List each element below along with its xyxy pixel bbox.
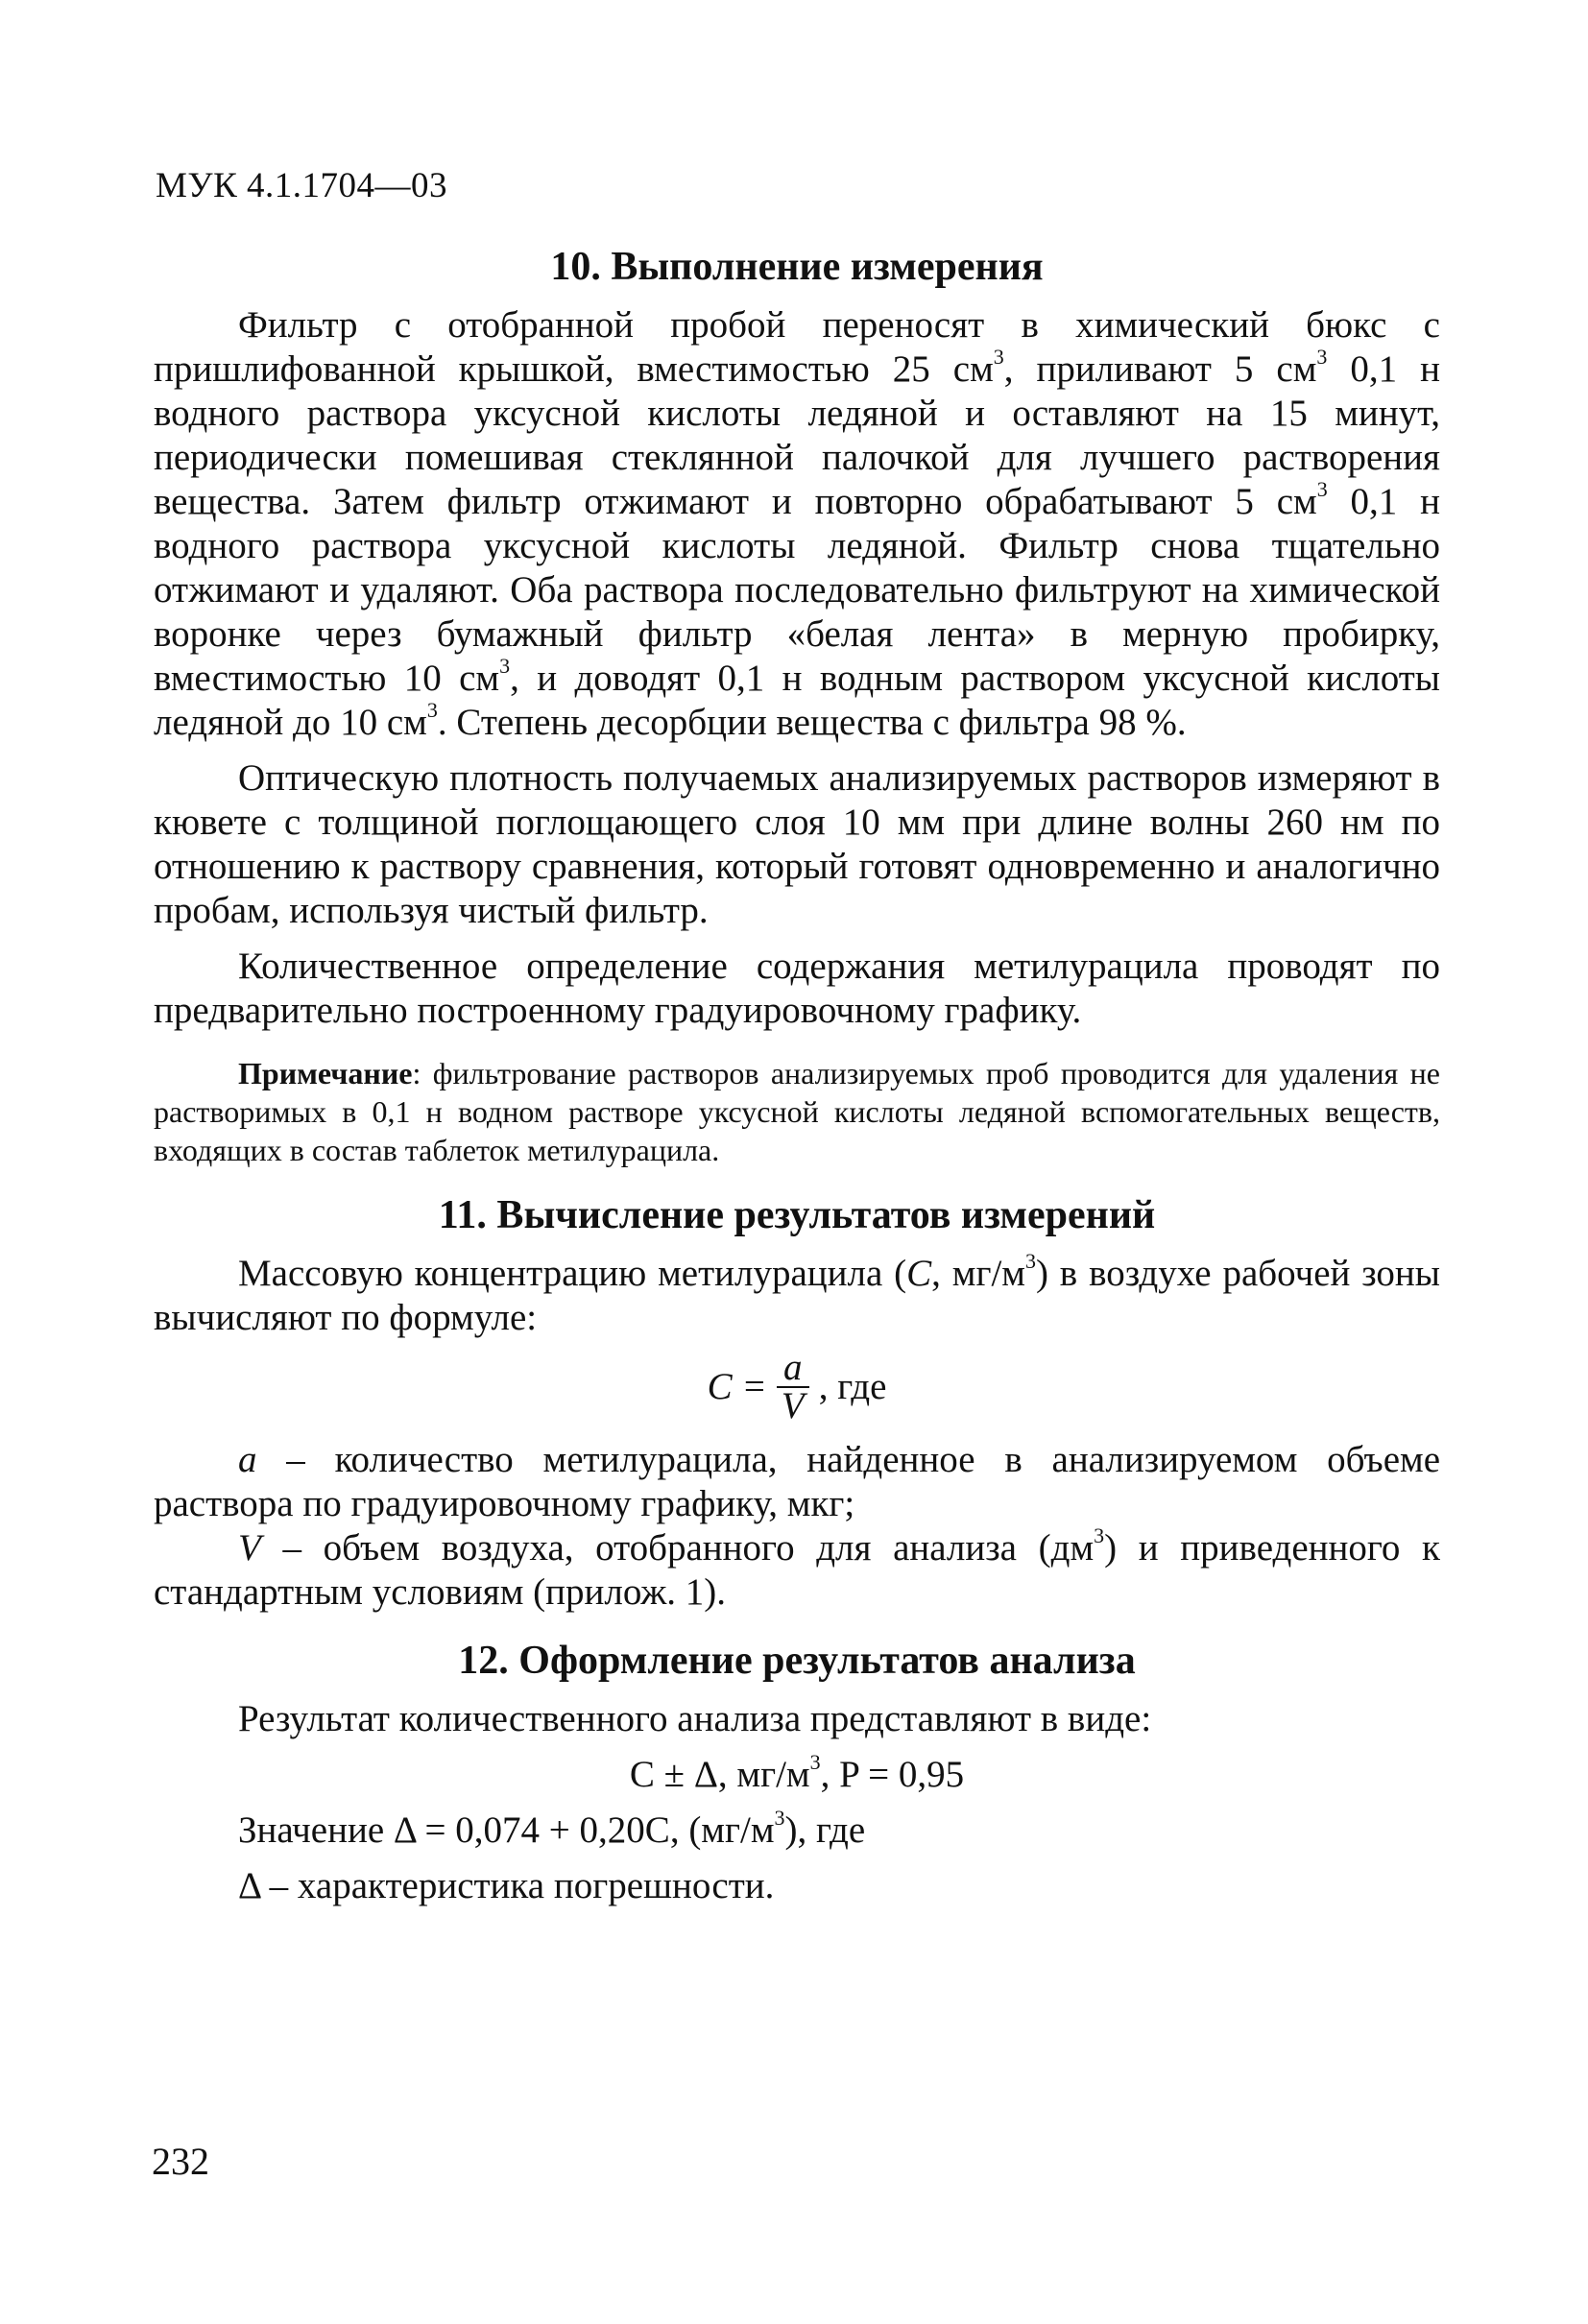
section-10-paragraph-1: Фильтр с отобранной пробой переносят в химический бюкс с пришлифованной крышкой, вместимостью 25 $см^3$, приливают 5 $см^3$ 0,1 н водного раствора уксусной кислоты ледяной и оставляют на 15 минут, периодически помешивая стеклянной палочкой для лучшего растворения вещества. Затем фильтр отжимают и повторно обрабатывают 5 $см^3$ 0,1 н водного раствора уксусной кислоты ледяной. Фильтр снова тщательно отжимают и удаляют. Оба раствора последовательно фильтруют на химической воронке через бумажный фильтр «белая лента» в мерную пробирку, вместимостью 10 $см^3$, и доводят 0,1 н водным раствором уксусной кислоты ледяной до 10 $см^3$. Степень десорбции вещества с фильтра 98 %. bbox=[154, 304, 1441, 743]
page-content bbox=[154, 242, 1440, 1908]
section-11-title: 11. Вычисление результатов измерений bbox=[438, 1193, 1156, 1237]
definition-a: a – количество метилурацила, найденное в анализируемом объеме раствора по градуировочному графику, мкг; bbox=[154, 1439, 1440, 1524]
section-12-title: 12. Оформление результатов анализа bbox=[458, 1639, 1136, 1683]
section-10-paragraph-3: Количественное определение содержания метилурацила проводят по предварительно построенному градуировочному графику. bbox=[154, 946, 1440, 1031]
note-label: Примечание bbox=[238, 1056, 413, 1090]
section-10-paragraph-2: Оптическую плотность получаемых анализируемых растворов измеряют в кювете с толщиной поглощающего слоя 10 мм при длине волны 260 нм по отношению к раствору сравнения, который готовят одновременно и аналогично пробам, используя чистый фильтр. bbox=[154, 757, 1440, 931]
delta-value: Значение Δ = 0,074 + 0,20C, $(мг/м^3)$, где bbox=[238, 1806, 866, 1851]
note bbox=[154, 1054, 1440, 1169]
document-code: МУК 4.1.1704—03 bbox=[156, 166, 448, 205]
concentration-formula: C = $\frac{a}{V}$ , где bbox=[707, 1347, 887, 1426]
note-text: : фильтрование растворов анализируемых проб проводится для удаления не растворимых в 0,1 н водном растворе уксусной кислоты ледяной вспомогательных веществ, входящих в состав таблеток метилурацила. bbox=[154, 1056, 1440, 1167]
section-12-paragraph-1: Результат количественного анализа представляют в виде: bbox=[238, 1698, 1152, 1739]
formula-fraction: $\frac{a}{V}$ bbox=[777, 1350, 809, 1425]
section-10-title: 10. Выполнение измерения bbox=[550, 245, 1044, 289]
page-number: 232 bbox=[152, 2140, 209, 2183]
delta-definition: Δ – характеристика погрешности. bbox=[238, 1865, 775, 1906]
definition-v: V – объем воздуха, отобранного для анализа $(дм^3)$ и приведенного к стандартным условиям (прилож. 1). bbox=[154, 1523, 1441, 1613]
section-11-paragraph-1: Массовую концентрацию метилурацила (C, $мг/м^3$) в воздухе рабочей зоны вычисляют по формуле: bbox=[154, 1249, 1440, 1338]
result-formula: C ± Δ, $мг/м^3$, P = 0,95 bbox=[629, 1750, 965, 1795]
